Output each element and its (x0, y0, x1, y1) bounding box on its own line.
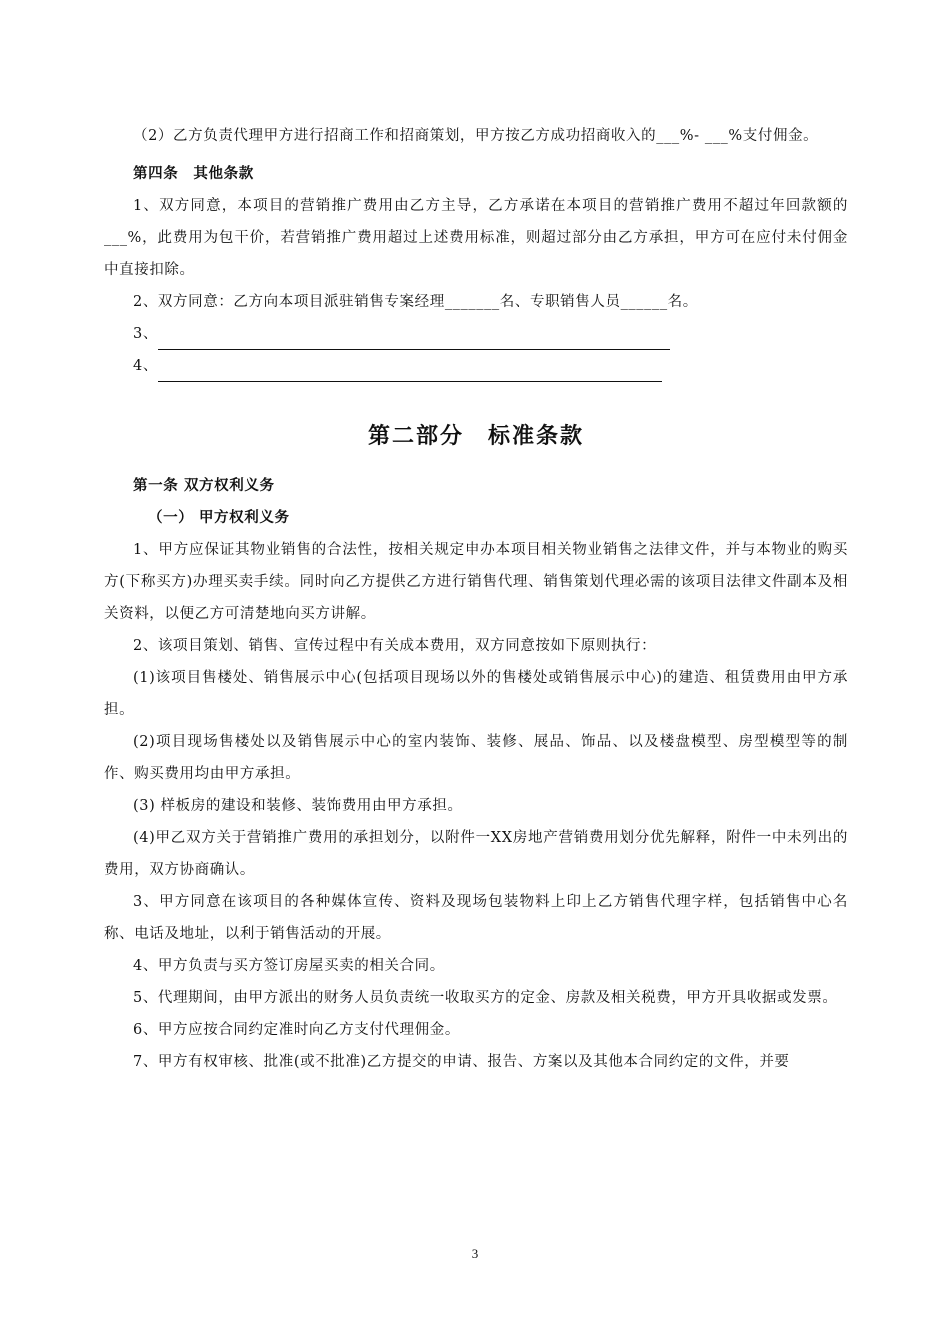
party-a-item-1: 1、甲方应保证其物业销售的合法性，按相关规定申办本项目相关物业销售之法律文件，并与本物业的购买方(下称买方)办理买卖手续。同时向乙方提供乙方进行销售代理、销售策划代理必需的该项目法律文件副本及相关资料，以便乙方可清楚地向买方讲解。 (104, 542, 848, 622)
party-a-item-7: 7、甲方有权审核、批准(或不批准)乙方提交的申请、报告、方案以及其他本合同约定的文件，并要 (133, 1054, 790, 1070)
party-a-item-3: 3、甲方同意在该项目的各种媒体宣传、资料及现场包装物料上印上乙方销售代理字样，包括销售中心名称、电话及地址，以利于销售活动的开展。 (104, 894, 848, 942)
party-a-item-5: 5、代理期间，由甲方派出的财务人员负责统一收取买方的定金、房款及相关税费，甲方开具收据或发票。 (133, 990, 838, 1006)
page-number: 3 (471, 1246, 479, 1261)
article-four-item-2: 2、双方同意：乙方向本项目派驻销售专案经理_______名、专职销售人员______名。 (133, 294, 698, 310)
party-a-item-4: 4、甲方负责与买方签订房屋买卖的相关合同。 (133, 958, 445, 974)
party-a-item-2-3: (3) 样板房的建设和装修、装饰费用由甲方承担。 (133, 798, 463, 814)
item-3-blank-line (158, 329, 670, 350)
party-a-item-2-4: (4)甲乙双方关于营销推广费用的承担划分，以附件一XX房地产营销费用划分优先解释，附件一中未列出的费用，双方协商确认。 (104, 830, 848, 878)
part-two-title: 第二部分 标准条款 (367, 423, 584, 449)
article-four-item-3 (104, 318, 848, 350)
article-four-heading: 第四条 其他条款 (133, 165, 254, 182)
party-a-item-2-1: (1)该项目售楼处、销售展示中心(包括项目现场以外的售楼处或销售展示中心)的建造、租赁费用由甲方承担。 (104, 670, 848, 718)
party-a-item-2: 2、该项目策划、销售、宣传过程中有关成本费用，双方同意按如下原则执行： (133, 638, 657, 654)
paragraph-prev-item-2: （2）乙方负责代理甲方进行招商工作和招商策划，甲方按乙方成功招商收入的___%- ___%支付佣金。 (133, 128, 819, 144)
item-3-label: 3、 (133, 326, 158, 342)
party-a-rights-heading: （一） 甲方权利义务 (148, 509, 290, 526)
article-one-heading: 第一条 双方权利义务 (133, 477, 275, 494)
article-four-item-4 (104, 350, 848, 382)
party-a-item-2-2: (2)项目现场售楼处以及销售展示中心的室内装饰、装修、展品、饰品、以及楼盘模型、房型模型等的制作、购买费用均由甲方承担。 (104, 734, 848, 782)
item-4-blank-line (158, 361, 662, 382)
item-4-label: 4、 (133, 358, 158, 374)
article-four-item-1: 1、双方同意，本项目的营销推广费用由乙方主导，乙方承诺在本项目的营销推广费用不超过年回款额的___%，此费用为包干价，若营销推广费用超过上述费用标准，则超过部分由乙方承担，甲方可在应付未付佣金中直接扣除。 (104, 198, 848, 278)
document-page (104, 120, 848, 1078)
party-a-item-6: 6、甲方应按合同约定准时向乙方支付代理佣金。 (133, 1022, 460, 1038)
